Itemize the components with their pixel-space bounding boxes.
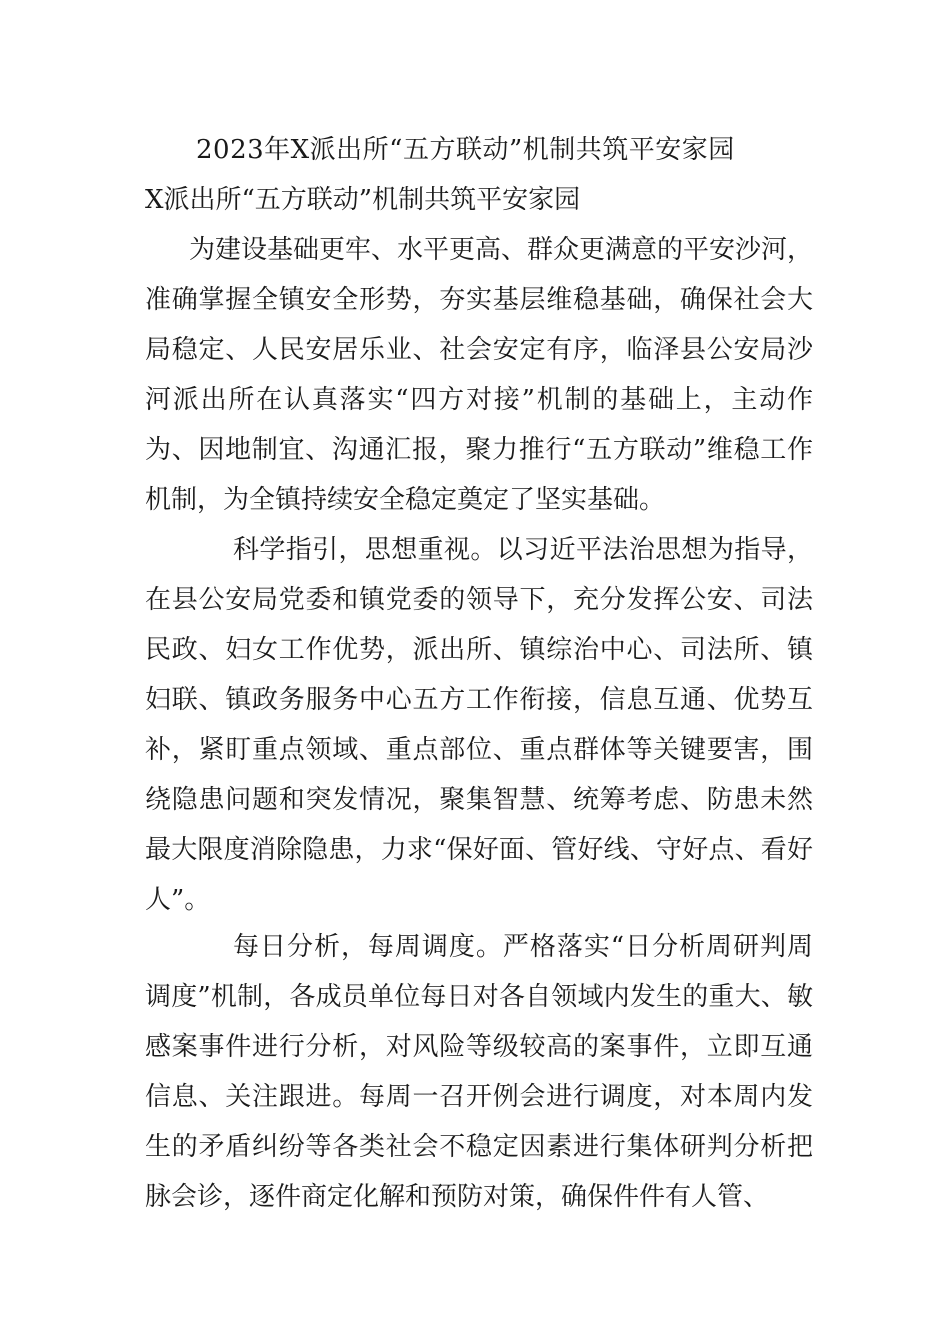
paragraph-daily-analysis: 每日分析，每周调度。严格落实“日分析周研判周调度”机制，各成员单位每日对各自领域内发生的重大、敏感案事件进行分析，对风险等级较高的案事件，立即互通信息、关注跟进。每周一召开例会进行调度，对本周内发生的矛盾纠纷等各类社会不稳定因素进行集体研判分析把脉会诊，逐件商定化解和预防对策，确保件件有人管、 [145, 932, 813, 1212]
paragraph-guidance: 科学指引，思想重视。以习近平法治思想为指导，在县公安局党委和镇党委的领导下，充分发挥公安、司法民政、妇女工作优势，派出所、镇综治中心、司法所、镇妇联、镇政务服务中心五方工作衔接，信息互通、优势互补，紧盯重点领域、重点部位、重点群体等关键要害，围绕隐患问题和突发情况，聚集智慧、统筹考虑、防患未然最大限度消除隐患，力求“保好面、管好线、守好点、看好人”。 [145, 535, 813, 915]
document-subtitle: X派出所“五方联动”机制共筑平安家园 [145, 185, 581, 215]
document-title: 2023年X派出所“五方联动”机制共筑平安家园 [196, 135, 735, 165]
paragraph-intro: 为建设基础更牢、水平更高、群众更满意的平安沙河，准确掌握全镇安全形势，夯实基层维稳基础，确保社会大局稳定、人民安居乐业、社会安定有序，临泽县公安局沙河派出所在认真落实“四方对接”机制的基础上，主动作为、因地制宜、沟通汇报，聚力推行“五方联动”维稳工作机制，为全镇持续安全稳定奠定了坚实基础。 [145, 235, 814, 515]
